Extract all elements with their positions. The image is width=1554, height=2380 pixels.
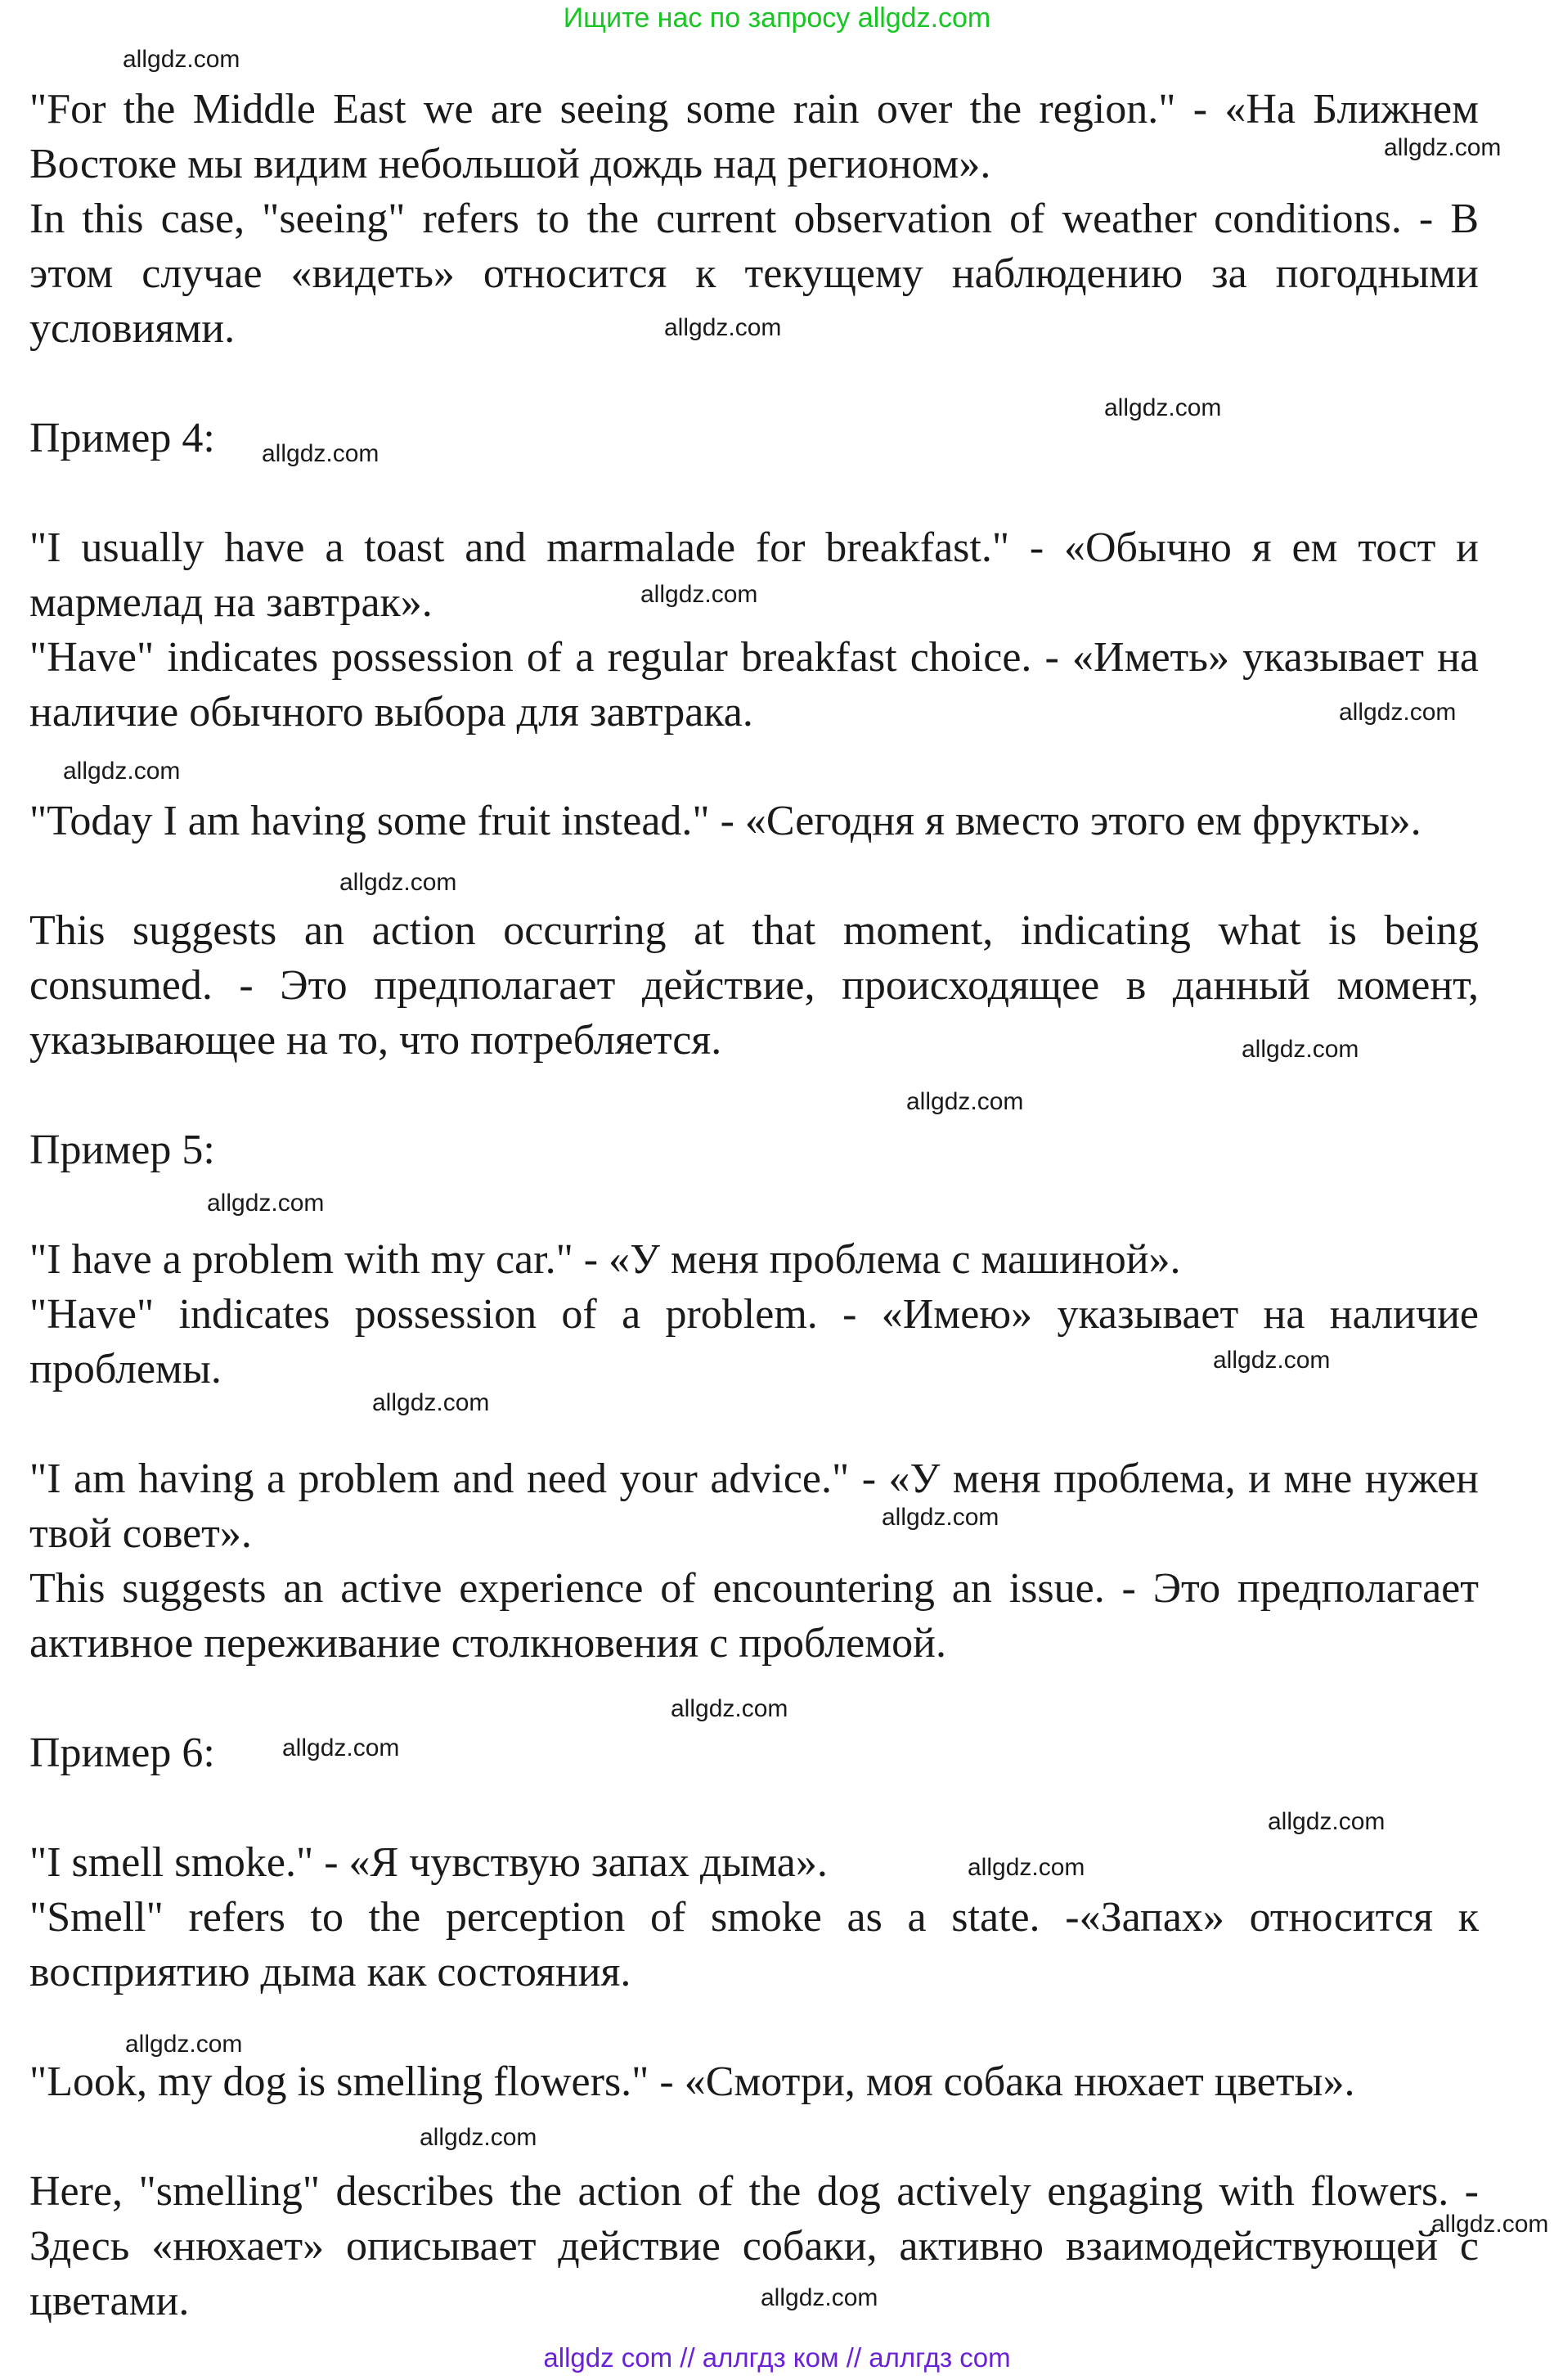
watermark: allgdz.com xyxy=(1339,699,1457,726)
top-banner: Ищите нас по запросу allgdz.com xyxy=(563,2,991,34)
paragraph-6: This suggests an action occurring at that moment, indicating what is being consumed. - Это предполагает действие, происходящее в данный момент, указывающее на то, что потребляется. xyxy=(29,907,1479,1064)
watermark: allgdz.com xyxy=(1268,1808,1386,1835)
paragraph-1: "For the Middle East we are seeing some rain over the region." - «На Ближнем Востоке мы видим небольшой дождь над регионом». xyxy=(29,86,1479,187)
footer: allgdz com // аллгдз ком // аллгдз com xyxy=(543,2342,1011,2373)
watermark: allgdz.com xyxy=(63,758,181,785)
watermark: allgdz.com xyxy=(1104,394,1222,421)
paragraph-13: "Look, my dog is smelling flowers." - «Смотри, моя собака нюхает цветы». xyxy=(29,2058,1355,2105)
heading-example-4: Пример 4: xyxy=(29,415,215,461)
heading-example-6: Пример 6: xyxy=(29,1730,215,1776)
watermark: allgdz.com xyxy=(882,1504,999,1531)
watermark: allgdz.com xyxy=(207,1190,325,1217)
watermark: allgdz.com xyxy=(282,1734,400,1761)
watermark: allgdz.com xyxy=(761,2284,878,2311)
watermark: allgdz.com xyxy=(1384,134,1502,161)
paragraph-2: In this case, "seeing" refers to the current observation of weather conditions. - В этом случае «видеть» относится к текущему наблюдению за погодными условиями. xyxy=(29,196,1479,352)
watermark: allgdz.com xyxy=(968,1854,1085,1881)
paragraph-4: "Have" indicates possession of a regular breakfast choice. - «Иметь» указывает на наличие обычного выбора для завтрака. xyxy=(29,634,1479,736)
paragraph-10: This suggests an active experience of encountering an issue. - Это предполагает активное переживание столкновения с проблемой. xyxy=(29,1565,1479,1667)
paragraph-14: Here, "smelling" describes the action of the dog actively engaging with flowers. - Здесь «нюхает» описывает действие собаки, активно взаимодействующей с цветами. xyxy=(29,2168,1479,2324)
paragraph-8: "Have" indicates possession of a problem. - «Имею» указывает на наличие проблемы. xyxy=(29,1291,1479,1392)
watermark: allgdz.com xyxy=(1213,1347,1331,1374)
watermark: allgdz.com xyxy=(1431,2211,1549,2238)
paragraph-11: "I smell smoke." - «Я чувствую запах дыма». xyxy=(29,1839,828,1886)
paragraph-7: "I have a problem with my car." - «У меня проблема с машиной». xyxy=(29,1236,1181,1283)
paragraph-9: "I am having a problem and need your advice." - «У меня проблема, и мне нужен твой совет». xyxy=(29,1455,1479,1557)
paragraph-5: "Today I am having some fruit instead." - «Сегодня я вместо этого ем фрукты». xyxy=(29,798,1422,844)
watermark: allgdz.com xyxy=(372,1389,490,1416)
paragraph-12: "Smell" refers to the perception of smoke as a state. -«Запах» относится к восприятию дыма как состояния. xyxy=(29,1894,1479,1995)
heading-example-5: Пример 5: xyxy=(29,1127,215,1173)
watermark: allgdz.com xyxy=(123,46,240,73)
paragraph-3: "I usually have a toast and marmalade for breakfast." - «Обычно я ем тост и мармелад на завтрак». xyxy=(29,524,1479,626)
watermark: allgdz.com xyxy=(125,2031,243,2058)
watermark: allgdz.com xyxy=(339,869,457,896)
watermark: allgdz.com xyxy=(671,1695,788,1722)
watermark: allgdz.com xyxy=(262,440,380,467)
watermark: allgdz.com xyxy=(906,1088,1024,1115)
watermark: allgdz.com xyxy=(1242,1036,1359,1063)
watermark: allgdz.com xyxy=(420,2124,537,2151)
watermark: allgdz.com xyxy=(640,581,758,608)
watermark: allgdz.com xyxy=(664,314,782,341)
